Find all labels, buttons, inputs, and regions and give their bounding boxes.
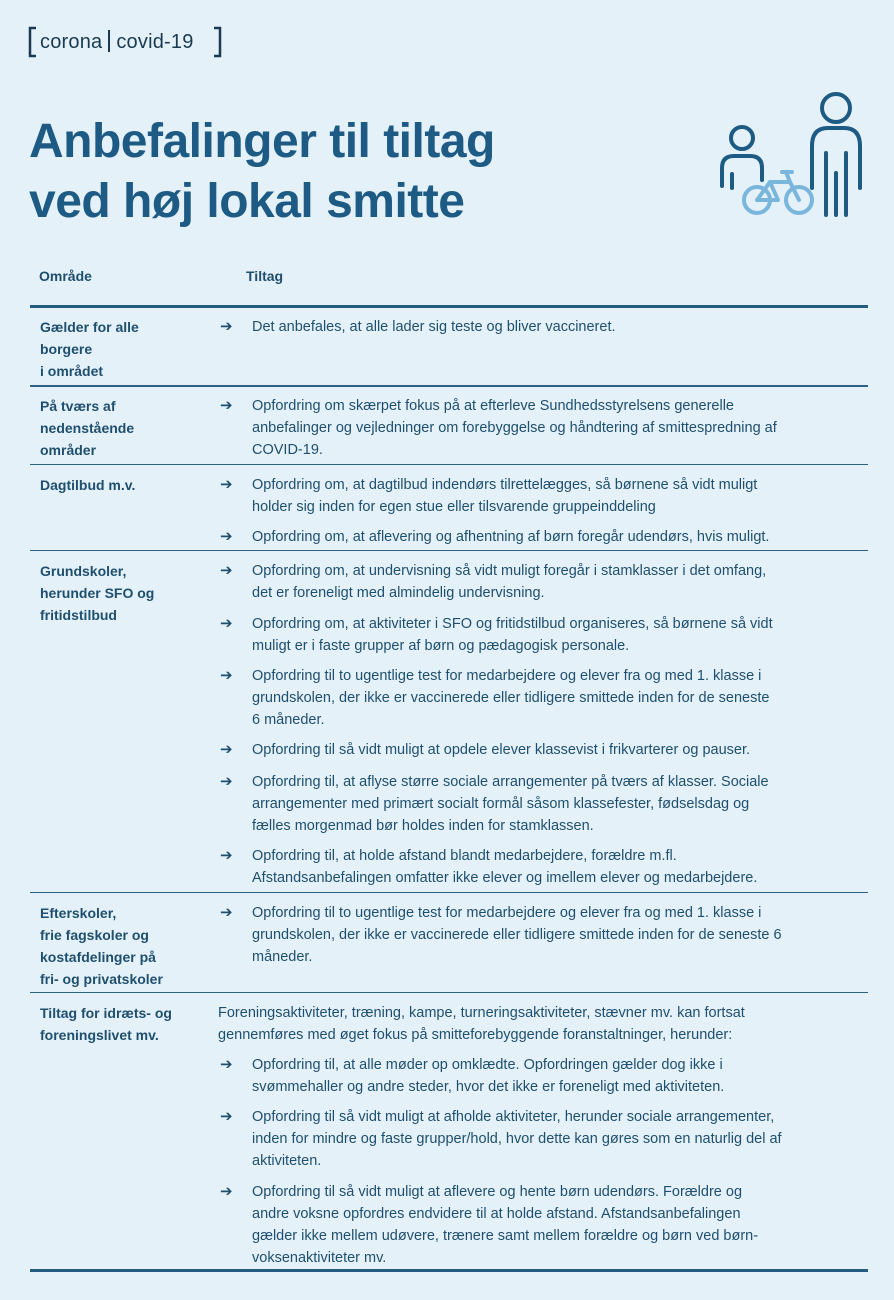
area-line: Grundskoler, — [40, 563, 127, 579]
table-section — [30, 892, 868, 992]
text-line: Opfordring til to ugentlige test for medarbejdere og elever fra og med 1. klasse i — [252, 905, 762, 921]
text-line: Foreningsaktiviteter, træning, kampe, turneringsaktiviteter, stævner mv. kan fortsat — [218, 1005, 745, 1021]
column-header-action: Tiltag — [246, 268, 284, 284]
arrow-right-icon: ➔ — [220, 667, 233, 684]
logo-separator — [108, 30, 110, 52]
area-line: herunder SFO og — [40, 585, 155, 601]
item-text — [252, 845, 862, 889]
item-text — [252, 613, 862, 657]
logo-left: corona — [40, 31, 103, 53]
arrow-right-icon: ➔ — [220, 476, 233, 493]
area-line: Dagtilbud m.v. — [40, 477, 136, 493]
section-intro — [218, 1002, 858, 1046]
area-line: kostafdelinger på — [40, 949, 156, 965]
area-line: Gælder for alle — [40, 319, 139, 335]
page-title — [29, 112, 495, 232]
text-line: Opfordring om, at undervisning så vidt muligt foregår i stamklasser i det omfang, — [252, 563, 767, 579]
logo-right: covid-19 — [116, 31, 194, 53]
arrow-right-icon: ➔ — [220, 397, 233, 414]
arrow-right-icon: ➔ — [220, 904, 233, 921]
item-text — [252, 902, 862, 968]
area-line: Tiltag for idræts- og — [40, 1005, 172, 1021]
text-line: voksenaktiviteter mv. — [252, 1250, 387, 1266]
text-line: Opfordring til så vidt muligt at aflevere og hente børn udendørs. Forældre og — [252, 1184, 743, 1200]
area-label — [40, 1002, 220, 1046]
table-section — [30, 385, 868, 463]
item-text — [252, 1181, 862, 1269]
area-line: nedenstående — [40, 420, 135, 436]
text-line: grundskolen, der ikke er vaccinerede eller tidligere smittede inden for de seneste 6 — [252, 927, 782, 943]
text-line: Opfordring til, at alle møder op omklædte. Opfordringen gælder dog ikke i — [252, 1057, 723, 1073]
title-line-1: Anbefalinger til tiltag — [29, 115, 495, 168]
people-bicycle-icon — [712, 88, 872, 223]
item-text — [252, 739, 862, 761]
text-line: Opfordring om skærpet fokus på at efterleve Sundhedsstyrelsens generelle — [252, 398, 734, 414]
arrow-right-icon: ➔ — [220, 562, 233, 579]
item-text — [252, 560, 862, 604]
area-line: fri- og privatskoler — [40, 971, 163, 987]
area-line: På tværs af — [40, 398, 116, 414]
area-label — [40, 902, 220, 990]
item-text — [252, 1106, 862, 1172]
text-line: grundskolen, der ikke er vaccinerede eller tidligere smittede inden for de seneste — [252, 690, 770, 706]
area-line: i området — [40, 363, 104, 379]
row-divider — [30, 992, 868, 993]
table-section — [30, 308, 868, 384]
text-line: Det anbefales, at alle lader sig teste og bliver vaccineret. — [252, 319, 616, 335]
item-text — [252, 665, 862, 731]
text-line: Opfordring til så vidt muligt at opdele elever klassevist i frikvarterer og pauser. — [252, 742, 751, 758]
bottom-rule — [30, 1269, 868, 1272]
arrow-right-icon: ➔ — [220, 773, 233, 790]
item-text — [252, 474, 862, 518]
text-line: gennemføres med øget fokus på smitteforebyggende foranstaltninger, herunder: — [218, 1027, 733, 1043]
row-divider — [30, 464, 868, 465]
area-line: fritidstilbud — [40, 607, 117, 623]
arrow-right-icon: ➔ — [220, 528, 233, 545]
text-line: Opfordring om, at dagtilbud indendørs tilrettelægges, så børnene så vidt muligt — [252, 477, 758, 493]
text-line: gælder ikke mellem udøvere, trænere samt mellem forældre og børn ved børn- — [252, 1228, 759, 1244]
text-line: det er foreneligt med almindelig undervisning. — [252, 585, 545, 601]
area-label — [40, 316, 220, 382]
text-line: COVID-19. — [252, 442, 323, 458]
text-line: Opfordring til, at holde afstand blandt medarbejdere, forældre m.fl. — [252, 848, 677, 864]
text-line: Opfordring til to ugentlige test for medarbejdere og elever fra og med 1. klasse i — [252, 668, 762, 684]
area-line: foreningslivet mv. — [40, 1027, 159, 1043]
logo — [40, 30, 194, 54]
text-line: Afstandsanbefalingen omfatter ikke elever og imellem elever og medarbejdere. — [252, 870, 758, 886]
arrow-right-icon: ➔ — [220, 1183, 233, 1200]
row-divider — [30, 892, 868, 893]
arrow-right-icon: ➔ — [220, 741, 233, 758]
area-line: områder — [40, 442, 97, 458]
text-line: Opfordring til, at aflyse større sociale arrangementer på tværs af klasser. Sociale — [252, 774, 769, 790]
arrow-right-icon: ➔ — [220, 318, 233, 335]
item-text — [252, 771, 862, 837]
text-line: muligt er i faste grupper af børn og pædagogisk personale. — [252, 638, 630, 654]
text-line: 6 måneder. — [252, 712, 325, 728]
row-divider — [30, 385, 868, 387]
column-header-area: Område — [39, 268, 92, 284]
row-divider — [30, 550, 868, 551]
text-line: inden for mindre og faste grupper/hold, hvor dette kan gøres som en naturlig del af — [252, 1131, 782, 1147]
area-label — [40, 395, 220, 461]
text-line: Opfordring om, at aktiviteter i SFO og fritidstilbud organiseres, så børnene så vidt — [252, 616, 773, 632]
table-section — [30, 464, 868, 550]
arrow-right-icon: ➔ — [220, 1056, 233, 1073]
area-line: frie fagskoler og — [40, 927, 149, 943]
text-line: Opfordring om, at aflevering og afhentning af børn foregår udendørs, hvis muligt. — [252, 529, 770, 545]
item-text — [252, 316, 862, 338]
item-text — [252, 395, 862, 461]
arrow-right-icon: ➔ — [220, 615, 233, 632]
text-line: arrangementer med primært socialt formål såsom klassefester, fødselsdag og — [252, 796, 750, 812]
table-section — [30, 550, 868, 892]
text-line: måneder. — [252, 949, 313, 965]
text-line: andre voksne opfordres endvidere til at holde afstand. Afstandsanbefalingen — [252, 1206, 741, 1222]
text-line: svømmehaller og andre steder, hvor det ikke er foreneligt med aktiviteten. — [252, 1079, 725, 1095]
text-line: fælles morgenmad bør holdes inden for stamklassen. — [252, 818, 594, 834]
area-label — [40, 560, 220, 626]
text-line: holder sig inden for egen stue eller tilsvarende gruppeinddeling — [252, 499, 656, 515]
area-line: borgere — [40, 341, 93, 357]
item-text — [252, 1054, 862, 1098]
table-section — [30, 992, 868, 1268]
arrow-right-icon: ➔ — [220, 847, 233, 864]
text-line: anbefalinger og vejledninger om forebyggelse og håndtering af smittespredning af — [252, 420, 777, 436]
text-line: aktiviteten. — [252, 1153, 322, 1169]
text-line: Opfordring til så vidt muligt at afholde aktiviteter, herunder sociale arrangementer, — [252, 1109, 775, 1125]
title-line-2: ved høj lokal smitte — [29, 175, 465, 228]
area-label — [40, 474, 220, 496]
area-line: Efterskoler, — [40, 905, 117, 921]
arrow-right-icon: ➔ — [220, 1108, 233, 1125]
item-text — [252, 526, 862, 548]
